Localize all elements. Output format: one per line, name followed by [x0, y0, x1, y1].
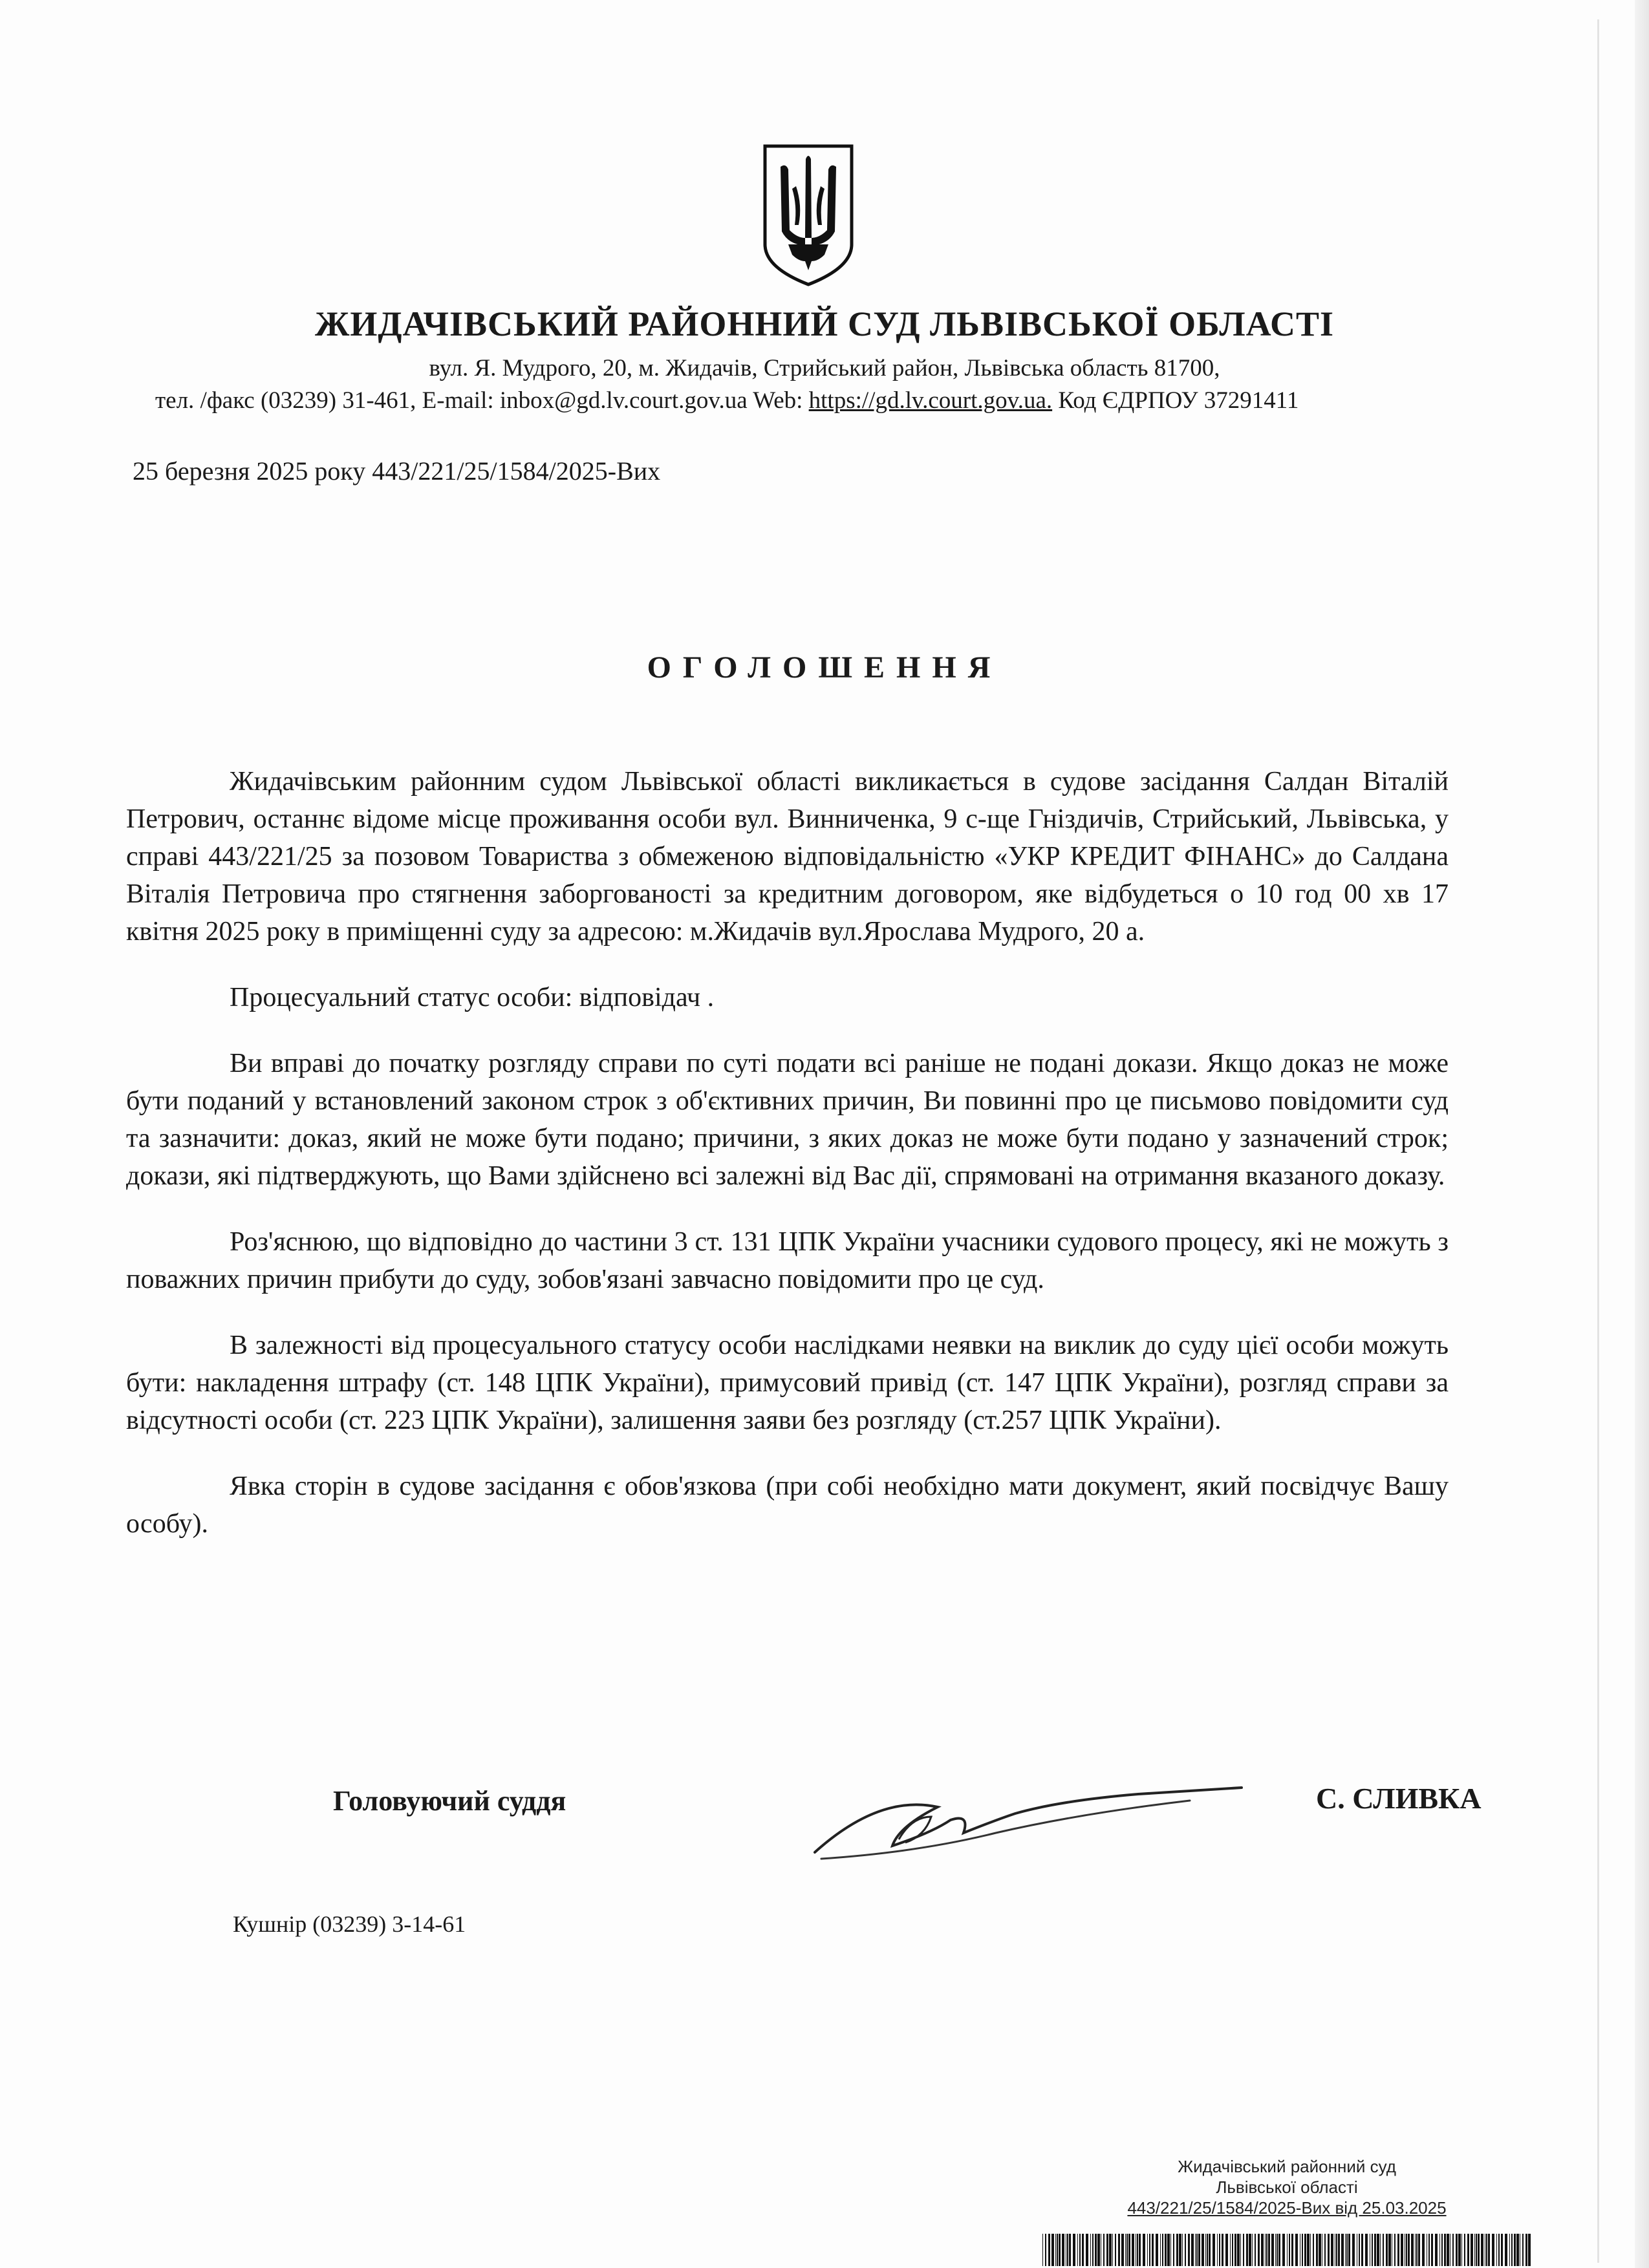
paragraph-summons: Жидачівським районним судом Львівської області викликається в судове засідання Салдан Віталій Петрович, останнє відоме місце проживання особи вул. Винниченка, 9 с-ще Гніздичів, Стрийський, Львівська, у справі 443/221/25 за позовом Товариства з обмеженою відповідальністю «УКР КРЕДИТ ФІНАНС» до Салдана Віталія Петровича про стягнення заборгованості за кредитним договором, яке відбудеться о 10 год 00 хв 17 квітня 2025 року в приміщенні суду за адресою: м.Жидачів вул.Ярослава Мудрого, 20 а. [126, 767, 1449, 947]
judge-label: Головуючий суддя [333, 1785, 566, 1817]
court-contacts [155, 387, 1487, 414]
judge-name: С. СЛИВКА [1316, 1782, 1482, 1815]
website-link[interactable]: https://gd.lv.court.gov.ua. [808, 387, 1053, 414]
paragraph-attendance: Явка сторін в судове засідання є обов'язкова (при собі необхідно мати документ, який посвідчує Вашу особу). [126, 1471, 1449, 1539]
stamp-line-region: Львівської області [1216, 2177, 1358, 2197]
court-name: ЖИДАЧІВСЬКИЙ РАЙОННИЙ СУД ЛЬВІВСЬКОЇ ОБЛАСТІ [314, 305, 1334, 343]
page-title: ОГОЛОШЕННЯ [647, 650, 1002, 685]
stamp-line-registration: 443/221/25/1584/2025-Вих від 25.03.2025 [1127, 2198, 1447, 2218]
announcement-body [126, 763, 1449, 1571]
contacts-text: тел. /факс (03239) 31-461, E-mail: inbox@gd.lv.court.gov.ua Web: [155, 387, 809, 414]
stamp-line-court: Жидачівський районний суд [1178, 2157, 1396, 2176]
court-address: вул. Я. Мудрого, 20, м. Жидачів, Стрийський район, Львівська область 81700, [429, 355, 1220, 381]
paragraph-status: Процесуальний статус особи: відповідач . [230, 983, 715, 1012]
registration-stamp [1080, 2156, 1494, 2218]
edrpou-code: Код ЄДРПОУ 37291411 [1052, 387, 1299, 414]
executor-contact: Кушнір (03239) 3-14-61 [233, 1911, 466, 1937]
barcode [1042, 2234, 1534, 2266]
paragraph-evidence: Ви вправі до початку розгляду справи по суті подати всі раніше не подані докази. Якщо доказ не може бути поданий у встановлений законом строк з об'єктивних причин, Ви повинні про це письмово повідомити суд та зазначити: доказ, який не може бути подано; причини, з яких доказ не може бути подано у зазначений строк; докази, які підтверджують, що Вами здійснено всі залежні від Вас дії, спрямовані на отримання вказаного доказу. [126, 1049, 1449, 1191]
handwritten-signature [802, 1755, 1255, 1878]
trident-coat-of-arms-icon [760, 141, 857, 288]
paragraph-clarification: Роз'яснюю, що відповідно до частини 3 ст. 131 ЦПК України учасники судового процесу, які не можуть з поважних причин прибути до суду, зобов'язані завчасно повідомити про це суд. [126, 1227, 1449, 1294]
paragraph-consequences: В залежності від процесуального статусу особи наслідками неявки на виклик до суду цієї особи можуть бути: накладення штрафу (ст. 148 ЦПК України), примусовий привід (ст. 147 ЦПК України), розгляд справи за відсутності особи (ст. 223 ЦПК України), залишення заяви без розгляду (ст.257 ЦПК України). [126, 1331, 1449, 1435]
document-reference: 25 березня 2025 року 443/221/25/1584/2025-Вих [133, 456, 661, 486]
